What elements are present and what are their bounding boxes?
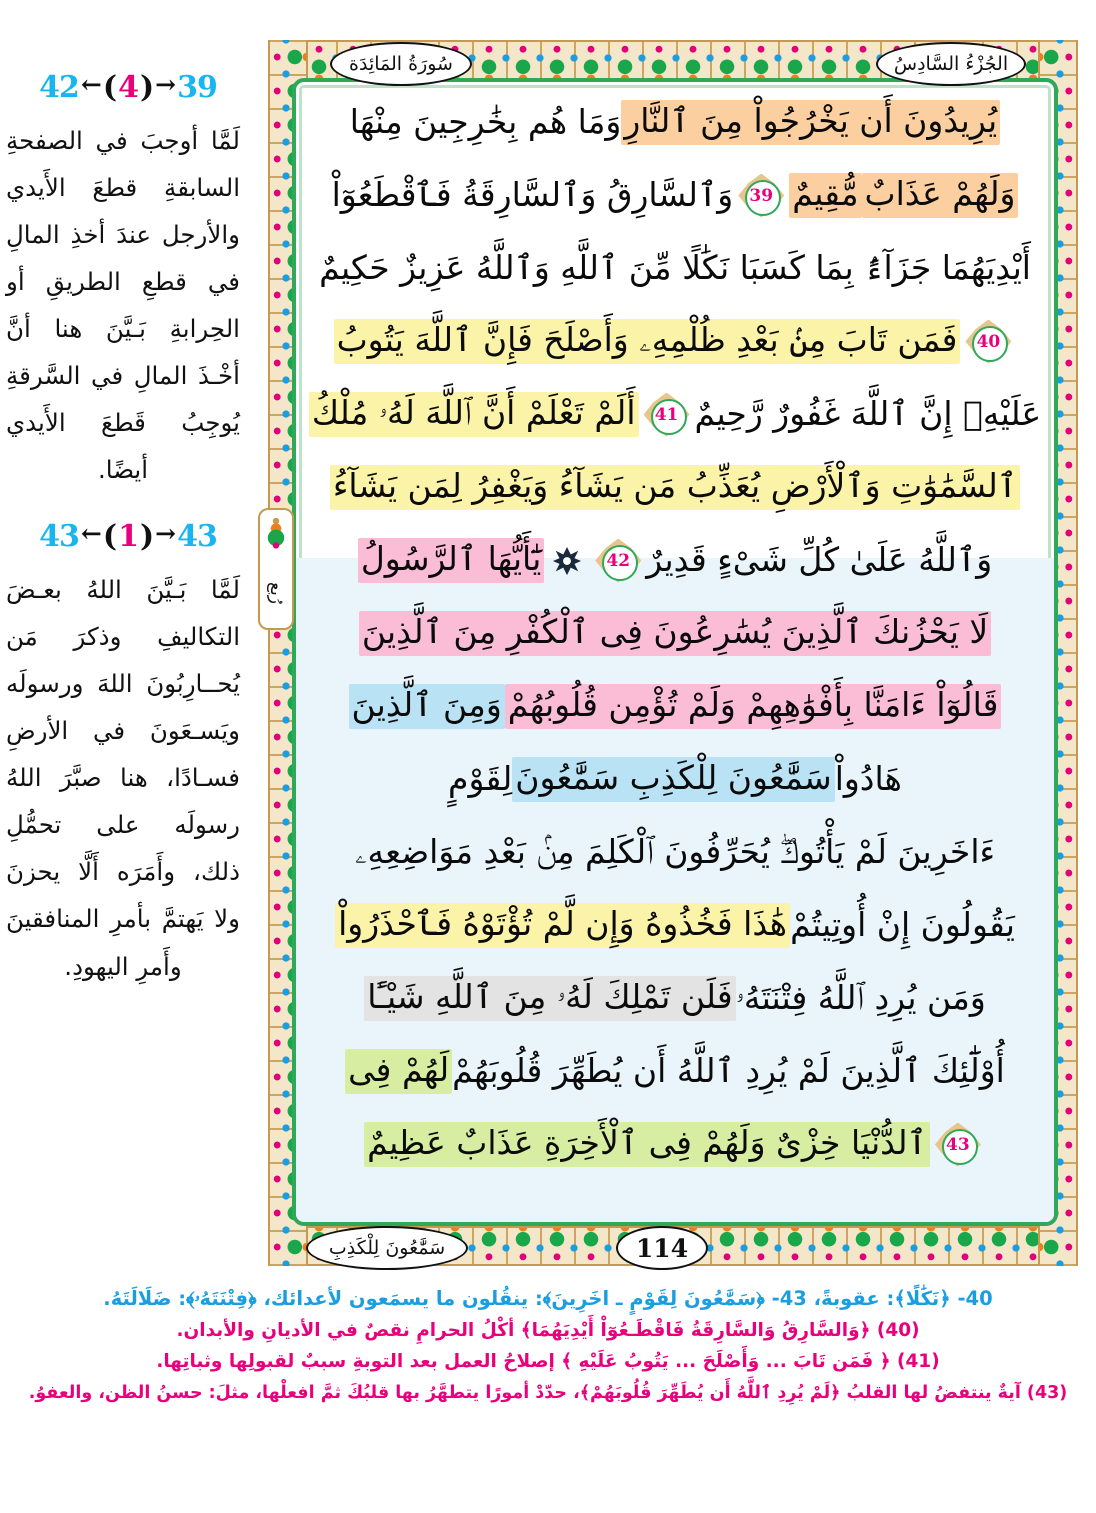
range-left-arrow-1: ←	[80, 70, 101, 99]
quran-text-highlighted: وَمِنَ ٱلَّذِينَ	[349, 684, 505, 729]
range-right-arrow-2: →	[155, 519, 176, 549]
page-number: 114	[635, 1233, 689, 1263]
quran-text-frame	[292, 78, 1058, 1226]
footnote-item: (40) ﴿وَالسَّارِقُ وَالسَّارِقَةُ فَاقْطَـعُوٓاْ أَيْدِيَهُمَا﴾ أكْلُ الحرامِ نقصٌ في الأديانِ والأبدان.	[176, 1319, 920, 1341]
ayah-number-marker	[738, 174, 784, 218]
footnotes-section	[20, 1286, 1076, 1412]
quran-text-highlighted: أَلَمْ تَعْلَمْ أَنَّ ٱللَّهَ لَهُۥ مُلْكُ	[309, 392, 639, 437]
quran-text: وَٱللَّهُ عَلَىٰ كُلِّ شَىْءٍ قَدِيرٌ	[646, 540, 993, 580]
quran-text: يَقُولُونَ إِنْ أُوتِيتُمْ	[790, 905, 1015, 945]
juz-name-cartouche	[876, 42, 1026, 86]
ayah-number-marker	[935, 1123, 981, 1167]
quran-text: لِقَوْمٍ	[448, 759, 513, 799]
range-close-paren-1: )	[139, 70, 154, 105]
quran-text: هَادُواْ	[834, 759, 902, 799]
quran-text-highlighted: يُرِيدُونَ أَن يَخْرُجُواْ مِنَ ٱلنَّارِ	[621, 100, 1000, 145]
ayah-number-marker	[644, 393, 690, 437]
quran-text-highlighted: لَهُمْ فِى	[345, 1049, 452, 1094]
ayah-number-marker	[965, 320, 1011, 364]
quran-text-highlighted: هَٰذَا فَخُذُوهُ وَإِن لَّمْ تُؤْتَوْهُ فَٱحْذَرُواْ	[335, 903, 790, 948]
rub-el-hizb-marker	[258, 508, 294, 630]
rub-marker-label: رُبع	[266, 582, 286, 604]
range-open-paren-2: (	[102, 519, 117, 555]
tafsir-text-1: لَمَّا أوجبَ في الصفحةِ السابقةِ قطعَ الأَيدي والأرجل عندَ أخذِ المالِ في قطعِ الطريقِ أو الحِرابةِ بَـيَّنَ هنا أنَّ أخْـذَ المالِ في السَّرقةِ يُوجِبُ قَطعَ الأَيدي أيضًا.	[6, 126, 240, 485]
quran-line	[296, 670, 1054, 743]
range-open-paren-1: (	[102, 70, 117, 105]
range-center-number-2: 1	[118, 519, 138, 555]
quran-line	[296, 524, 1054, 597]
range-close-paren-2: )	[139, 519, 154, 555]
quran-text-highlighted: سَمَّٰعُونَ لِلْكَذِبِ سَمَّٰعُونَ	[512, 757, 834, 802]
quran-text: عَلَيْهِۚ إِنَّ ٱللَّهَ غَفُورٌ رَّحِيمٌ	[694, 394, 1042, 434]
quran-text: ءَاخَرِينَ لَمْ يَأْتُوكَۖ يُحَرِّفُونَ ٱلْكَلِمَ مِنۢ بَعْدِ مَوَاضِعِهِۦ	[354, 832, 996, 872]
catchword-cartouche	[306, 1226, 468, 1270]
quran-line	[296, 597, 1054, 670]
ayah-number: 43	[946, 1134, 970, 1155]
quran-text: أُوْلَٰٓئِكَ ٱلَّذِينَ لَمْ يُرِدِ ٱللَّهُ أَن يُطَهِّرَ قُلُوبَهُمْ	[452, 1051, 1005, 1091]
footnote-item: 40- ﴿نَكَٰلًا﴾: عقوبةً، 43- ﴿سَمَّٰعُونَ لِقَوْمٍ ـ اخَرِينَ﴾: ينقُلون ما يسمَعون لأعدائك، ﴿فِتْنَتَهُۥ﴾: ضَلَالَتَهُ.	[103, 1287, 993, 1310]
quran-text: أَيْدِيَهُمَا جَزَآءًۢ بِمَا كَسَبَا نَكَٰلًا مِّنَ ٱللَّهِ وَٱللَّهُ عَزِيزٌ حَكِيمٌ	[319, 248, 1031, 288]
rub-star-icon	[552, 546, 582, 576]
rub-ornament-icon	[265, 516, 287, 558]
quran-text-highlighted: فَلَن تَمْلِكَ لَهُۥ مِنَ ٱللَّهِ شَيْـًٔا	[364, 976, 735, 1021]
surah-name: سُورَةُ المَائِدَة	[349, 53, 453, 75]
footnote-item: (43) آيةٌ ينتفضُ لها القلبُ ﴿لَمْ يُرِدِ ٱللَّهُ أَن يُطَهِّرَ قُلُوبَهُمْ﴾، حدّدْ أمورًا يتطهَّرُ بها قلبُكَ ثمَّ افعلْها، مثلَ: حسنُ الظن، والعفوُ.	[28, 1382, 1068, 1403]
quran-lines-container	[296, 82, 1054, 1181]
quran-text-highlighted: وَلَهُمْ عَذَابٌ	[862, 173, 1019, 218]
range-center-number-1: 4	[118, 70, 138, 105]
quran-text-highlighted: قَالُوٓاْ ءَامَنَّا بِأَفْوَٰهِهِمْ وَلَمْ تُؤْمِن قُلُوبُهُمْ	[505, 684, 1002, 729]
juz-name: الجُزْءُ السَّادِسُ	[893, 53, 1009, 75]
ayah-number: 39	[749, 185, 774, 206]
quran-line	[296, 451, 1054, 524]
range-left-number-2: 43	[39, 519, 79, 555]
range-right-number-2: 43	[177, 519, 217, 555]
surah-name-cartouche	[330, 42, 472, 86]
tafsir-sidebar	[0, 70, 256, 1260]
quran-text: وَٱلسَّارِقُ وَٱلسَّارِقَةُ فَٱقْطَعُوٓاْ	[331, 175, 734, 215]
quran-line	[296, 305, 1054, 378]
quran-line	[296, 889, 1054, 962]
quran-line	[296, 743, 1054, 816]
range-left-arrow-2: ←	[80, 519, 101, 549]
ayah-number: 42	[606, 550, 631, 571]
quran-text-highlighted: ٱلدُّنْيَا خِزْىٌ وَلَهُمْ فِى ٱلْأَخِرَةِ عَذَابٌ عَظِيمٌ	[364, 1122, 930, 1167]
quran-text-highlighted: مُّقِيمٌ	[789, 173, 861, 218]
quran-text-highlighted: ٱلسَّمَٰوَٰتِ وَٱلْأَرْضِ يُعَذِّبُ مَن يَشَآءُ وَيَغْفِرُ لِمَن يَشَآءُ	[330, 465, 1020, 510]
catchword: سَمَّٰعُونَ لِلْكَذِبِ	[328, 1237, 446, 1259]
ayah-number: 40	[976, 331, 1001, 352]
quran-line	[296, 1108, 1054, 1181]
quran-text: وَمَن يُرِدِ ٱللَّهُ فِتْنَتَهُۥ	[735, 978, 986, 1018]
quran-text-highlighted: يَٰٓأَيُّهَا ٱلرَّسُولُ	[358, 538, 544, 583]
quran-line	[296, 1035, 1054, 1108]
quran-line	[296, 159, 1054, 232]
quran-text-highlighted: لَا يَحْزُنكَ ٱلَّذِينَ يُسَٰرِعُونَ فِى ٱلْكُفْرِ مِنَ ٱلَّذِينَ	[359, 611, 991, 656]
quran-line	[296, 962, 1054, 1035]
page-number-cartouche	[616, 1226, 708, 1270]
quran-line	[296, 86, 1054, 159]
quran-text: وَمَا هُم بِخَٰرِجِينَ مِنْهَا	[349, 102, 622, 142]
quran-line	[296, 816, 1054, 889]
verse-range-marker-2	[0, 519, 256, 554]
quran-line	[296, 378, 1054, 451]
tafsir-text-2: لَمَّا بَـيَّنَ اللهُ بعـضَ التكاليفِ وذكرَ مَن يُحــارِبُونَ اللهَ ورسولَه ويَسـعَونَ في الأرضِ فسـادًا، هنا صبَّرَ اللهُ رسولَه على تحمُّلِ ذلك، وأَمَرَه أَلَّا يحزنَ ولا يَهتمَّ بأمرِ المنافقينَ وأَمرِ اليهودِ.	[6, 575, 240, 981]
quran-line	[296, 232, 1054, 305]
quran-text-highlighted: فَمَن تَابَ مِنۢ بَعْدِ ظُلْمِهِۦ وَأَصْلَحَ فَإِنَّ ٱللَّهَ يَتُوبُ	[334, 319, 961, 364]
range-right-arrow-1: →	[155, 70, 176, 99]
range-right-number-1: 39	[177, 70, 217, 105]
range-left-number-1: 42	[39, 70, 79, 105]
verse-range-marker-1	[0, 70, 256, 105]
ayah-number: 41	[654, 404, 679, 425]
ayah-number-marker	[595, 539, 641, 583]
footnote-item: (41) ﴿ فَمَن تَابَ ... وَأَصْلَحَ ... يَتُوبُ عَلَيْهِ ﴾ إصلاحُ العمل بعد التوبةِ سببٌ لقبولِها وثباتِها.	[156, 1351, 940, 1373]
